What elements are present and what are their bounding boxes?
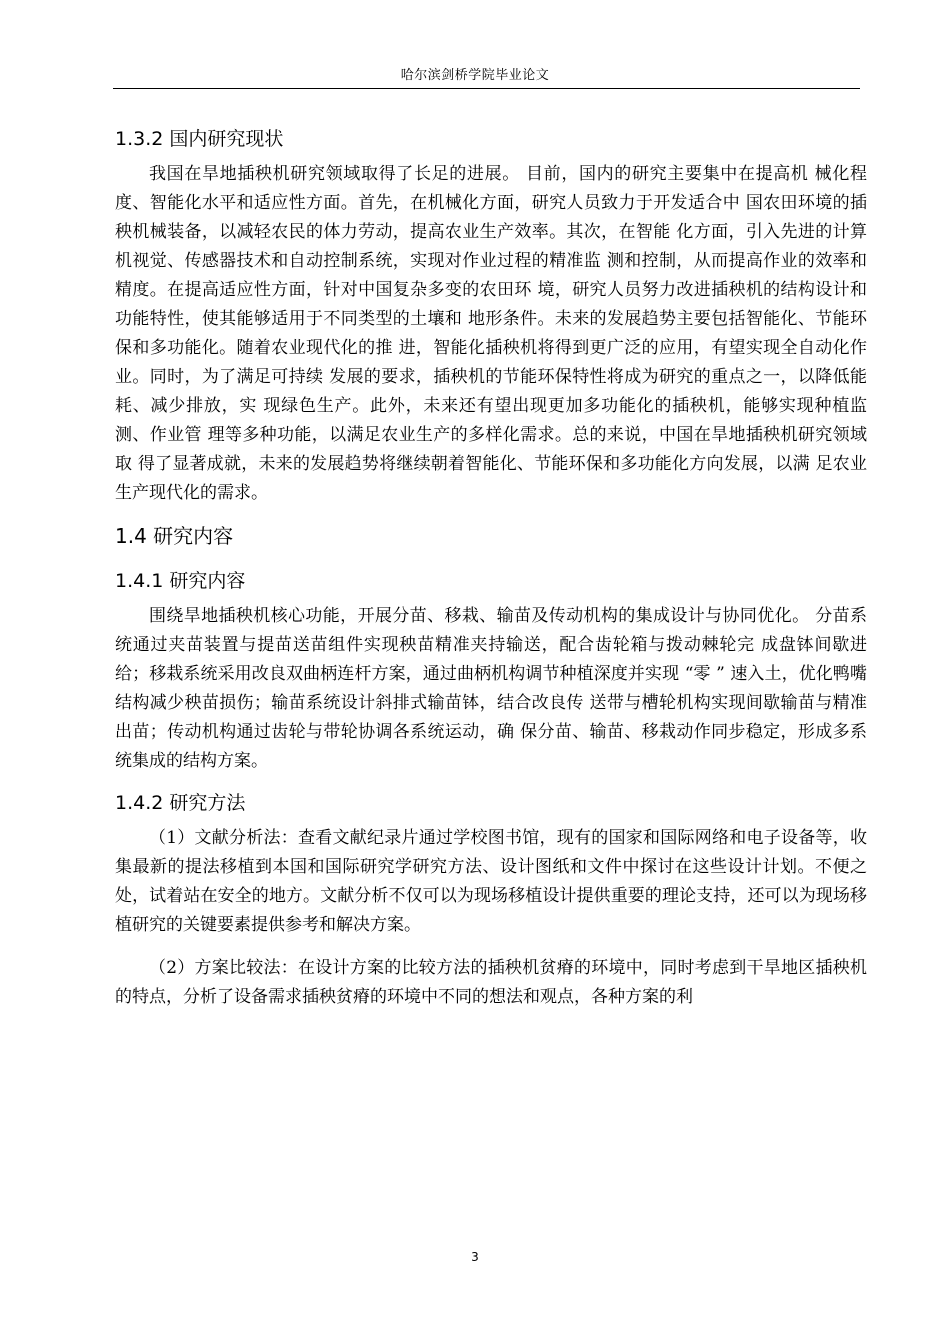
section-heading-1-4: 1.4 研究内容 <box>115 524 234 548</box>
paragraph-domestic-research: 我国在旱地插秧机研究领域取得了长足的进展。 目前，国内的研究主要集中在提高机 械化程度、智能化水平和适应性方面。首先，在机械化方面，研究人员致力于开发适合中 国农田环境的插秧机械装备，以减轻农民的体力劳动，提高农业生产效率。其次，在智能 化方面，引入先进的计算机视觉、传感器技术和自动控制系统，实现对作业过程的精准监 测和控制，从而提高作业的效率和精度。在提高适应性方面，针对中国复杂多变的农田环 境，研究人员努力改进插秧机的结构设计和功能特性，使其能够适用于不同类型的土壤和 地形条件。未来的发展趋势主要包括智能化、节能环保和多功能化。随着农业现代化的推 进，智能化插秧机将得到更广泛的应用，有望实现全自动化作业。同时，为了满足可持续 发展的要求，插秧机的节能环保特性将成为研究的重点之一，以降低能耗、减少排放，实 现绿色生产。此外，未来还有望出现更加多功能化的插秧机，能够实现种植监测、作业管 理等多种功能，以满足农业生产的多样化需求。总的来说，中国在旱地插秧机研究领域取 得了显著成就，未来的发展趋势将继续朝着智能化、节能环保和多功能化方向发展，以满 足农业生产现代化的需求。 <box>115 164 867 503</box>
paragraph-method-comparison: （2）方案比较法：在设计方案的比较方法的插秧机贫瘠的环境中，同时考虑到干旱地区插秧机的特点，分析了设备需求插秧贫瘠的环境中不同的想法和观点，各种方案的利 <box>115 958 867 1007</box>
header-divider <box>113 88 860 89</box>
section-heading-1-3-2: 1.3.2 国内研究现状 <box>115 128 284 150</box>
page-header-title: 哈尔滨剑桥学院毕业论文 <box>400 68 550 83</box>
paragraph-research-content: 围绕旱地插秧机核心功能，开展分苗、移栽、输苗及传动机构的集成设计与协同优化。 分苗系统通过夹苗装置与提苗送苗组件实现秧苗精准夹持输送，配合齿轮箱与拨动棘轮完 成盘钵间歇进给；移栽系统采用改良双曲柄连杆方案，通过曲柄机构调节种植深度并实现 “零 ” 速入土，优化鸭嘴结构减少秧苗损伤；输苗系统设计斜排式输苗钵，结合改良传 送带与槽轮机构实现间歇输苗与精准出苗；传动机构通过齿轮与带轮协调各系统运动，确 保分苗、输苗、移栽动作同步稳定，形成多系统集成的结构方案。 <box>115 606 867 771</box>
section-heading-1-4-1: 1.4.1 研究内容 <box>115 570 246 592</box>
section-heading-1-4-2: 1.4.2 研究方法 <box>115 792 246 814</box>
page-number: 3 <box>471 1250 479 1264</box>
paragraph-method-literature: （1）文献分析法：查看文献纪录片通过学校图书馆，现有的国家和国际网络和电子设备等，收集最新的提法移植到本国和国际研究学研究方法、设计图纸和文件中探讨在这些设计计划。不便之处，试着站在安全的地方。文献分析不仅可以为现场移植设计提供重要的理论支持，还可以为现场移植研究的关键要素提供参考和解决方案。 <box>115 828 867 935</box>
page-body <box>115 122 867 1012</box>
